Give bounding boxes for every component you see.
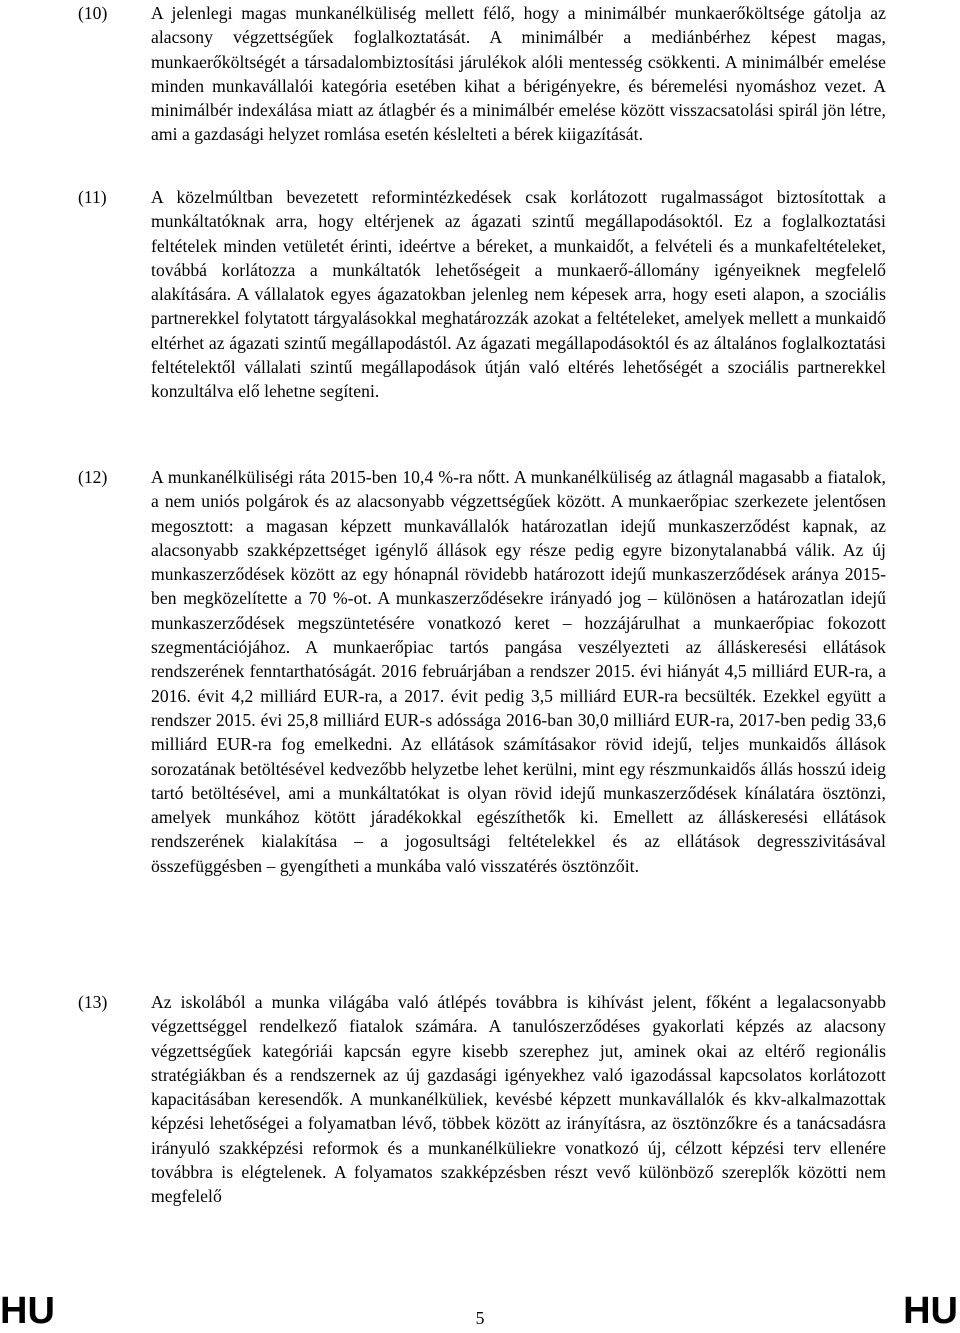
paragraph-number: (13) xyxy=(78,992,108,1012)
paragraph-text: A közelmúltban bevezetett reformintézkedések csak korlátozott rugalmasságot biztosítottak a munkáltatóknak arra, hogy eltérjenek az ágazati szintű megállapodásoktól. Ez a foglalkoztatási feltételek minden vetületét érinti, ideértve a béreket, a munkaidőt, a felvételi és a munkafeltételeket, továbbá korlátozza a munkáltatók lehetőségeit a munkaerő-állomány igényeiknek megfelelő alakítására. A vállalatok egyes ágazatokban jelenleg nem képesek arra, hogy eseti alapon, a szociális partnerekkel folytatott tárgyalásokkal meghatározzák azokat a feltételeket, amelyek mellett a munkaidő eltérhet az ágazati szintű megállapodástól. Az ágazati megállapodásoktól és az általános foglalkoztatási feltételektől vállalati szintű megállapodások útján való eltérés lehetőségét a szociális partnerekkel konzultálva elő lehetne segíteni. xyxy=(151,187,886,402)
paragraph-text: Az iskolából a munka világába való átlépés továbbra is kihívást jelent, főként a legalacsonyabb végzettséggel rendelkező fiatalok számára. A tanulószerződéses gyakorlati képzés az alacsony végzettségűek kategóriái kapcsán egyre kisebb szerephez jut, aminek okai az eltérő regionális stratégiákban és a rendszernek az új gazdasági igényekhez való igazodással kapcsolatos korlátozott kapacitásában keresendők. A munkanélküliek, kevésbé képzett munkavállalók és kkv-alkalmazottak képzési lehetőségei a folyamatban lévő, többek között az irányításra, az ösztönzőkre és a tanácsadásra irányuló szakképzési reformok és a munkanélküliekre vonatkozó új, célzott képzési terv ellenére továbbra is elégtelenek. A folyamatos szakképzésben részt vevő különböző szereplők közötti nem megfelelő xyxy=(151,992,886,1207)
paragraph-text: A jelenlegi magas munkanélküliség mellett félő, hogy a minimálbér munkaerőköltsége gátolja az alacsony végzettségűek foglalkoztatását. A minimálbér a mediánbérhez képest magas, munkaerőköltségét a társadalombiztosítási járulékok alóli mentesség csökkenti. A minimálbér emelése minden munkavállalói kategória esetében kihat a bérigényekre, és béremelési nyomáshoz vezet. A minimálbér indexálása miatt az átlagbér és a minimálbér emelése között visszacsatolási spirál jön létre, ami a gazdasági helyzet romlása esetén késlelteti a bérek kiigazítását. xyxy=(151,3,886,145)
paragraph-number: (11) xyxy=(78,187,107,207)
footer-language-code-left: HU xyxy=(0,1290,55,1332)
paragraph-number: (10) xyxy=(78,3,108,23)
paragraph-text: A munkanélküliségi ráta 2015-ben 10,4 %-ra nőtt. A munkanélküliség az átlagnál magasabb a fiatalok, a nem uniós polgárok és az alacsonyabb végzettségűek között. A munkaerőpiac szerkezete jelentősen megosztott: a magasan képzett munkavállalók határozatlan idejű munkaszerződést kapnak, az alacsonyabb szakképzettséget igénylő állások egy része pedig egyre bizonytalanabbá válik. Az új munkaszerződések között az egy hónapnál rövidebb határozott idejű munkaszerződések aránya 2015-ben megközelítette a 70 %-ot. A munkaszerződésekre irányadó jog – különösen a határozatlan idejű munkaszerződések megszüntetésére vonatkozó keret – hozzájárulhat a munkaerőpiac fokozott szegmentációjához. A munkaerőpiac tartós pangása veszélyezteti az álláskeresési ellátások rendszerének fenntarthatóságát. 2016 februárjában a rendszer 2015. évi hiányát 4,5 milliárd EUR-ra, a 2016. évit 4,2 milliárd EUR-ra, a 2017. évit pedig 3,5 milliárd EUR-ra becsülték. Ezekkel együtt a rendszer 2015. évi 25,8 milliárd EUR-s adóssága 2016-ban 30,0 milliárd EUR-ra, 2017-ben pedig 33,6 milliárd EUR-ra fog emelkedni. Az ellátások számításakor rövid idejű, teljes munkaidős állások sorozatának betöltésével kedvezőbb helyzetbe lehet kerülni, mint egy részmunkaidős állás hosszú ideig tartó betöltésével, ami a munkáltatókat is olyan rövid idejű munkaszerződések kínálatára ösztönzi, amelyek munkához kötött járadékokkal egészíthetők ki. Emellett az álláskeresési ellátások rendszerének kialakítása – a jogosultsági feltételekkel és az ellátások degresszivitásával összefüggésben – gyengítheti a munkába való visszatérés ösztönzőit. xyxy=(151,467,886,876)
page-number: 5 xyxy=(475,1308,485,1328)
footer-language-code-right: HU xyxy=(903,1290,958,1332)
paragraph-number: (12) xyxy=(78,467,108,487)
